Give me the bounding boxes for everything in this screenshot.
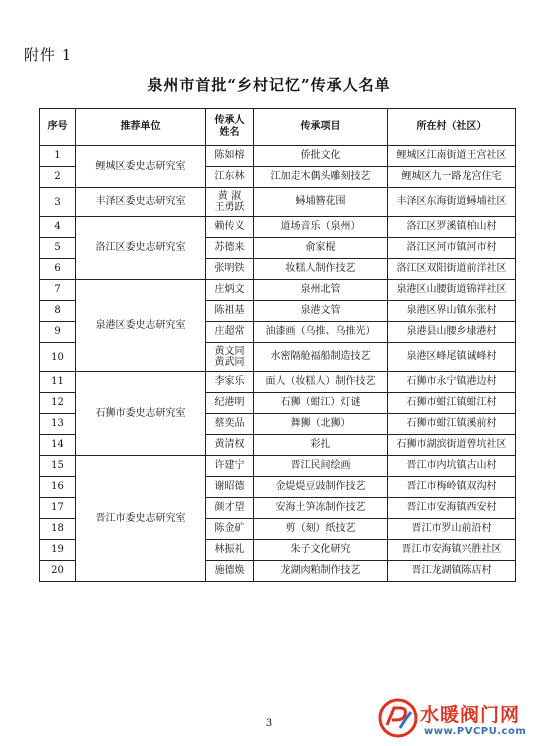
- person-cell: 庄炳文: [206, 280, 254, 301]
- watermark-text: 水暖阀门网: [420, 704, 521, 726]
- person-cell: 赖传义: [206, 217, 254, 238]
- person-cell: 许建宁: [206, 456, 254, 477]
- project-cell: 安海土笋冻制作技艺: [254, 498, 388, 519]
- header-project: 传承项目: [254, 109, 388, 146]
- unit-cell: 洛江区委史志研究室: [76, 217, 206, 280]
- row-index: 4: [40, 217, 76, 238]
- village-cell: 洛江区双阳街道前洋社区: [388, 259, 516, 280]
- village-cell: 晋江龙湖镇陈店村: [388, 561, 516, 582]
- village-cell: 泉港区山腰街道锦祥社区: [388, 280, 516, 301]
- project-cell: 妆糕人制作技艺: [254, 259, 388, 280]
- row-index: 2: [40, 167, 76, 188]
- village-cell: 鲤城区九一路龙宫住宅: [388, 167, 516, 188]
- project-cell: 水密隔舱福船制造技艺: [254, 343, 388, 372]
- village-cell: 洛江区河市镇河市村: [388, 238, 516, 259]
- village-cell: 晋江市梅岭镇双沟村: [388, 477, 516, 498]
- unit-cell: 石狮市委史志研究室: [76, 372, 206, 456]
- unit-cell: 晋江市委史志研究室: [76, 456, 206, 582]
- project-cell: 剪（刻）纸技艺: [254, 519, 388, 540]
- row-index: 20: [40, 561, 76, 582]
- person-cell: 黄清权: [206, 435, 254, 456]
- site-watermark[interactable]: [378, 698, 538, 746]
- project-cell: 泉港文管: [254, 301, 388, 322]
- village-cell: 丰泽区东海街道蟳埔社区: [388, 188, 516, 217]
- row-index: 13: [40, 414, 76, 435]
- table-row: [40, 146, 516, 167]
- person-cell: 蔡奕品: [206, 414, 254, 435]
- table-row: [40, 217, 516, 238]
- village-cell: 晋江市内坑镇古山村: [388, 456, 516, 477]
- table-header-row: [40, 109, 516, 146]
- village-cell: 泉港区峰尾镇诚峰村: [388, 343, 516, 372]
- village-cell: 石狮市永宁镇港边村: [388, 372, 516, 393]
- row-index: 18: [40, 519, 76, 540]
- table-row: [40, 372, 516, 393]
- row-index: 5: [40, 238, 76, 259]
- village-cell: 石狮市蚶江镇溪前村: [388, 414, 516, 435]
- row-index: 7: [40, 280, 76, 301]
- attachment-label: 附件 1: [24, 46, 73, 64]
- row-index: 16: [40, 477, 76, 498]
- unit-cell: 丰泽区委史志研究室: [76, 188, 206, 217]
- row-index: 9: [40, 322, 76, 343]
- table-row: [40, 456, 516, 477]
- person-cell: 陈金矿: [206, 519, 254, 540]
- person-cell: 黄文同 黄武同: [206, 343, 254, 372]
- person-cell: 庄超常: [206, 322, 254, 343]
- person-cell: 陈祖基: [206, 301, 254, 322]
- watermark-url: www.PVCPU.com: [424, 726, 527, 737]
- pv-logo-icon: [378, 698, 418, 738]
- project-cell: 晋江民间绘画: [254, 456, 388, 477]
- village-cell: 石狮市蚶江镇蚶江村: [388, 393, 516, 414]
- person-cell: 黄 淑 王勇跃: [206, 188, 254, 217]
- village-cell: 泉港县山腰乡埭港村: [388, 322, 516, 343]
- project-cell: 俞家棍: [254, 238, 388, 259]
- header-village: 所在村（社区）: [388, 109, 516, 146]
- village-cell: 晋江市罗山前沿村: [388, 519, 516, 540]
- village-cell: 泉港区界山镇东张村: [388, 301, 516, 322]
- village-cell: 鲤城区江南街道王宫社区: [388, 146, 516, 167]
- person-cell: 陈如榕: [206, 146, 254, 167]
- person-cell: 林振礼: [206, 540, 254, 561]
- row-index: 10: [40, 343, 76, 372]
- page-number: 3: [265, 718, 273, 729]
- row-index: 3: [40, 188, 76, 217]
- row-index: 6: [40, 259, 76, 280]
- row-index: 15: [40, 456, 76, 477]
- row-index: 17: [40, 498, 76, 519]
- unit-cell: 泉港区委史志研究室: [76, 280, 206, 372]
- person-cell: 苏德来: [206, 238, 254, 259]
- person-cell: 张明铁: [206, 259, 254, 280]
- village-cell: 晋江市安海镇兴胜社区: [388, 540, 516, 561]
- row-index: 12: [40, 393, 76, 414]
- document-title: 泉州市首批“乡村记忆”传承人名单: [147, 76, 391, 94]
- nominee-table-wrapper: [39, 108, 516, 582]
- project-cell: 油漆画（乌推、乌推光）: [254, 322, 388, 343]
- project-cell: 蟳埔簪花围: [254, 188, 388, 217]
- project-cell: 朱子文化研究: [254, 540, 388, 561]
- person-cell: 江东林: [206, 167, 254, 188]
- row-index: 8: [40, 301, 76, 322]
- person-cell: 李家乐: [206, 372, 254, 393]
- header-person: 传承人姓名: [206, 109, 254, 146]
- village-cell: 晋江市安海镇西安村: [388, 498, 516, 519]
- table-row: [40, 280, 516, 301]
- unit-cell: 鲤城区委史志研究室: [76, 146, 206, 188]
- project-cell: 泉州北管: [254, 280, 388, 301]
- row-index: 19: [40, 540, 76, 561]
- header-unit: 推荐单位: [76, 109, 206, 146]
- row-index: 11: [40, 372, 76, 393]
- row-index: 14: [40, 435, 76, 456]
- village-cell: 洛江区罗溪镇柏山村: [388, 217, 516, 238]
- project-cell: 侨批文化: [254, 146, 388, 167]
- project-cell: 龙湖肉粕制作技艺: [254, 561, 388, 582]
- person-cell: 谢昭德: [206, 477, 254, 498]
- project-cell: 江加走木偶头雕刻技艺: [254, 167, 388, 188]
- person-cell: 施德焕: [206, 561, 254, 582]
- project-cell: 道场音乐（泉州）: [254, 217, 388, 238]
- project-cell: 石狮（蚶江）灯谜: [254, 393, 388, 414]
- row-index: 1: [40, 146, 76, 167]
- table-row: [40, 188, 516, 217]
- project-cell: 面人（妆糕人）制作技艺: [254, 372, 388, 393]
- person-cell: 颜才望: [206, 498, 254, 519]
- header-index: 序号: [40, 109, 76, 146]
- project-cell: 舞狮（北狮）: [254, 414, 388, 435]
- project-cell: 彩扎: [254, 435, 388, 456]
- person-cell: 纪港明: [206, 393, 254, 414]
- village-cell: 石狮市湖滨街道曾坑社区: [388, 435, 516, 456]
- project-cell: 金煶煶豆豉制作技艺: [254, 477, 388, 498]
- nominee-table: [39, 108, 516, 582]
